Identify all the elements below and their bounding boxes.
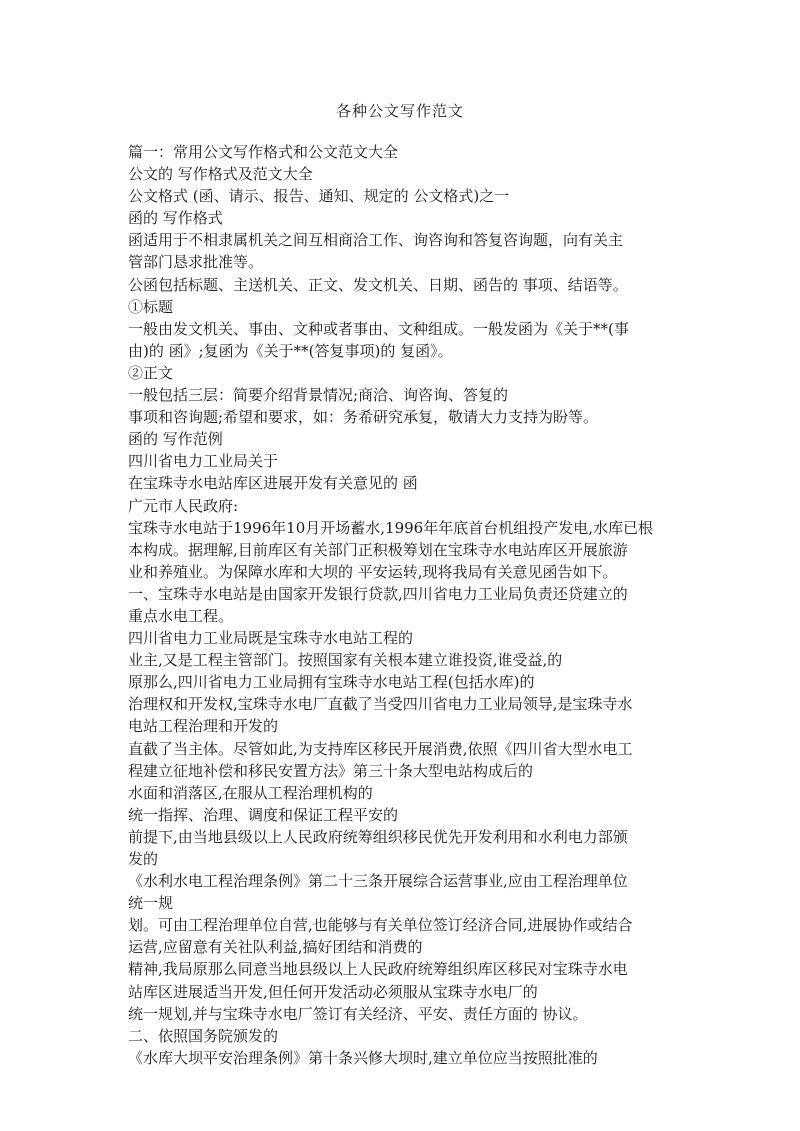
text-line: 管部门恳求批准等。 [128,253,264,272]
text-line: 重点水电工程。 [128,606,234,625]
text-line: 函的 写作范例 [128,430,223,449]
document-title: 各种公文写作范文 [335,102,464,120]
text-line: 在宝珠寺水电站库区进展开发有关意见的 函 [128,474,418,493]
document-body [128,141,684,1069]
text-line: 四川省电力工业局既是宝珠寺水电站工程的 [128,629,414,648]
text-line: 《水利水电工程治理条例》第二十三条开展综合运营事业,应由工程治理单位 [128,872,628,891]
text-line: 精神,我局原那么同意当地县级以上人民政府统筹组织库区移民对宝珠寺水电 [128,960,628,979]
text-line: 运营,应留意有关社队利益,搞好团结和消费的 [128,938,423,957]
text-line: 发的 [128,850,159,868]
text-line: 一般由发文机关、事由、文种或者事由、文种组成。一般发函为《关于**(事 [128,319,629,338]
text-line: 公函包括标题、主送机关、正文、发文机关、日期、函告的 事项、结语等。 [128,275,628,294]
text-line: 统一规 [128,894,174,913]
text-line: 函的 写作格式 [128,209,223,228]
text-line: 二、依照国务院颁发的 [128,1026,279,1045]
text-line: 业和养殖业。为保障水库和大坝的 平安运转,现将我局有关意见函告如下。 [128,562,618,581]
text-line: 函适用于不相隶属机关之间互相商洽工作、询咨询和答复咨询题，向有关主 [128,231,624,250]
text-line: 《水库大坝平安治理条例》第十条兴修大坝时,建立单位应当按照批准的 [128,1048,598,1067]
text-line: 直截了当主体。尽管如此,为支持库区移民开展消费,依照《四川省大型水电工 [128,739,633,758]
text-line: 程建立征地补偿和移民安置方法》第三十条大型电站构成后的 [128,761,534,780]
text-line: 原那么,四川省电力工业局拥有宝珠寺水电站工程(包括水库)的 [128,673,535,692]
text-line: 宝珠寺水电站于1996年10月开场蓄水,1996年年底首台机组投产发电,水库已根 [128,518,653,537]
text-line: 事项和咨询题;希望和要求，如：务希研究承复，敬请大力支持为盼等。 [128,408,599,427]
text-line: 划。可由工程治理单位自营,也能够与有关单位签订经济合同,进展协作或结合 [128,916,633,935]
text-line: 公文的 写作格式及范文大全 [128,165,313,184]
text-line: 篇一：常用公文写作格式和公文范文大全 [128,143,399,161]
text-line: 公文格式 (函、请示、报告、通知、规定的 公文格式)之一 [128,187,510,206]
text-line: 统一指挥、治理、调度和保证工程平安的 [128,805,399,824]
text-line: 治理权和开发权,宝珠寺水电厂直截了当受四川省电力工业局领导,是宝珠寺水 [128,695,633,714]
text-line: 电站工程治理和开发的 [128,717,279,736]
text-line: 本构成。据理解,目前库区有关部门正积极筹划在宝珠寺水电站库区开展旅游 [128,540,628,559]
text-line: 前提下,由当地县级以上人民政府统筹组织移民优先开发利用和水利电力部颁 [128,827,628,846]
text-line: 业主,又是工程主管部门。按照国家有关根本建立谁投资,谁受益,的 [128,651,563,670]
text-line: ①标题 [128,297,174,316]
text-line: 一、宝珠寺水电站是由国家开发银行贷款,四川省电力工业局负责还贷建立的 [128,584,628,603]
text-line: 四川省电力工业局关于 [128,452,279,471]
text-line: 水面和消落区,在服从工程治理机构的 [128,783,373,802]
text-line: 一般包括三层：简要介绍背景情况;商洽、询咨询、答复的 [128,386,509,405]
text-line: 统一规划,并与宝珠寺水电厂签订有关经济、平安、责任方面的 协议。 [128,1004,588,1023]
text-line: 由)的 函》;复函为《关于**(答复事项)的 复函》。 [128,341,453,360]
text-line: 广元市人民政府: [128,496,239,515]
text-line: 站库区进展适当开发,但任何开发活动必须服从宝珠寺水电厂的 [128,982,538,1001]
text-line: ②正文 [128,363,174,382]
